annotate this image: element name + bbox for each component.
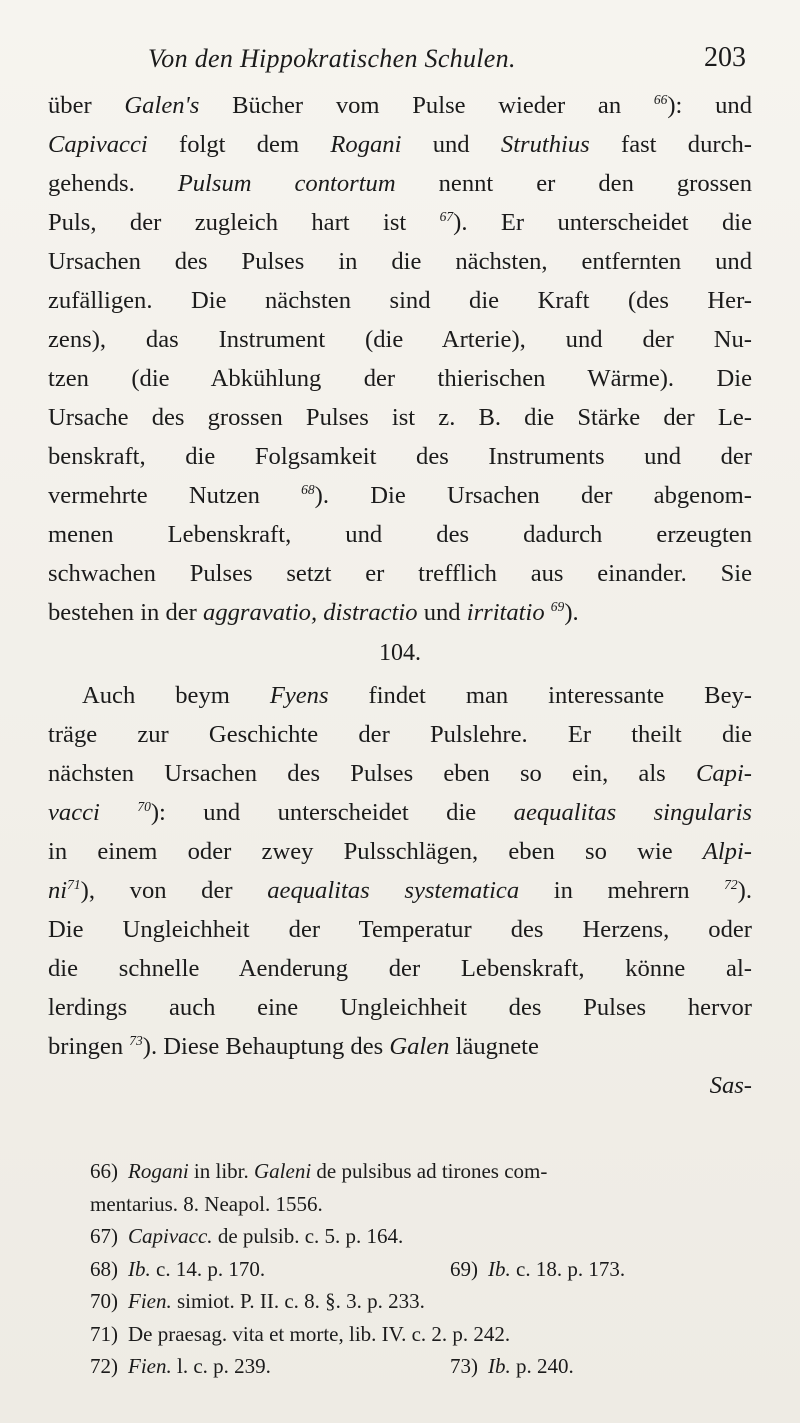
footnote: 68) Ib. c. 14. p. 170. xyxy=(90,1253,450,1286)
text-line: bringen $^{73}$). Diese Behauptung des Galen läugnete xyxy=(48,1032,539,1060)
footnote-ref: 67 xyxy=(439,208,454,224)
italic-text: irritatio xyxy=(466,599,545,626)
footnote-number: 73) xyxy=(450,1354,478,1378)
footnote-number: 71) xyxy=(90,1321,118,1346)
italic-text: Pulsum contortum xyxy=(177,170,396,197)
section-number: 104. xyxy=(379,640,421,666)
paragraph-section-104 xyxy=(48,676,752,1066)
text-line: Die Ungleichheit der Temperatur des Herzens, oder xyxy=(48,916,752,943)
footnote-ref: 66 xyxy=(653,91,668,107)
italic-text: Alpi- xyxy=(702,838,752,865)
footnote-number: 67) xyxy=(90,1224,118,1248)
footnote: 70) Fien. simiot. P. II. c. 8. §. 3. p. 233. xyxy=(90,1285,752,1318)
catchword: Sas- xyxy=(709,1072,752,1099)
footnote-number: 68) xyxy=(90,1256,118,1281)
text-line: Puls, der zugleich hart ist $^{67}$). Er unterscheidet die xyxy=(48,208,752,236)
footnote: 71) De praesag. vita et morte, lib. IV. c. 2. p. 242. xyxy=(90,1318,752,1351)
footnote: 66) Rogani in libr. Galeni de pulsibus ad tirones com- xyxy=(90,1155,752,1188)
running-title: Von den Hippokratischen Schulen. xyxy=(148,44,516,73)
italic-text: Galen xyxy=(389,1033,450,1060)
italic-text: Ib. xyxy=(488,1354,511,1378)
italic-text: Rogani xyxy=(128,1159,189,1183)
italic-text: aggravatio, distractio xyxy=(203,599,418,626)
italic-text: Fyens xyxy=(269,682,329,709)
paragraph-section-103-end xyxy=(48,86,752,632)
text-line: zens), das Instrument (die Arterie), und der Nu- xyxy=(48,326,752,353)
italic-text: Capi- xyxy=(695,760,752,787)
footnote-ref: 73 xyxy=(129,1032,143,1048)
footnote-ref: 68 xyxy=(301,481,315,497)
text-line: träge zur Geschichte der Pulslehre. Er theilt die xyxy=(48,721,752,748)
footnote-number: 72) xyxy=(90,1354,118,1378)
text-line: vermehrte Nutzen $^{68}$). Die Ursachen der abgenom- xyxy=(48,481,752,509)
text-line: menen Lebenskraft, und des dadurch erzeugten xyxy=(48,521,752,548)
footnotes xyxy=(48,1155,752,1383)
text-line: lerdings auch eine Ungleichheit des Pulses hervor xyxy=(48,994,752,1021)
italic-text: aequalitas systematica xyxy=(267,877,520,904)
text-line: bestehen in der aggravatio, distractio und irritatio $^{69}$). xyxy=(48,598,579,626)
footnote-ref: 70 xyxy=(137,798,151,814)
italic-text: Galen's xyxy=(124,92,200,119)
footnote-number: 69) xyxy=(450,1256,478,1281)
text-line: Ursachen des Pulses in die nächsten, entfernten und xyxy=(48,248,752,275)
footnote: 69) Ib. c. 18. p. 173. xyxy=(450,1253,625,1286)
italic-text: Struthius xyxy=(500,131,590,158)
footnote-ref: 72 xyxy=(724,876,738,892)
text-line: gehends. Pulsum contortum nennt er den grossen xyxy=(48,170,752,197)
italic-text: vacci xyxy=(48,799,100,826)
italic-text: Galeni xyxy=(254,1159,312,1183)
text-line: benskraft, die Folgsamkeit des Instruments und der xyxy=(48,443,752,470)
text-line: die schnelle Aenderung der Lebenskraft, könne al- xyxy=(48,955,752,982)
italic-text: Rogani xyxy=(330,131,402,158)
italic-text: Ib. xyxy=(128,1256,151,1281)
italic-text: aequalitas singularis xyxy=(513,799,752,826)
italic-text: Fien. xyxy=(128,1289,172,1313)
italic-text: Fien. xyxy=(128,1354,172,1378)
text-line: in einem oder zwey Pulsschlägen, eben so wie Alpi- xyxy=(48,838,752,865)
text-line: zufälligen. Die nächsten sind die Kraft (des Her- xyxy=(48,287,752,314)
running-head xyxy=(48,36,752,86)
footnote-number: 66) xyxy=(90,1159,118,1183)
footnote-ref: 69 xyxy=(550,598,565,614)
text-line: schwachen Pulses setzt er trefflich aus einander. Sie xyxy=(48,560,752,587)
footnote-number: 70) xyxy=(90,1289,118,1313)
text-line: Auch beym Fyens findet man interessante Bey- xyxy=(82,682,752,709)
footnote: 73) Ib. p. 240. xyxy=(450,1350,574,1383)
text-line: $ni^{71}$), von der aequalitas systematica in mehrern $^{72}$). xyxy=(48,876,753,904)
text-line: Ursache des grossen Pulses ist z. B. die Stärke der Le- xyxy=(48,404,752,431)
italic-text: ni xyxy=(48,877,68,904)
text-line: über Galen's Bücher vom Pulse wieder an $^{66}$): und xyxy=(48,91,752,119)
footnote-pair xyxy=(90,1253,752,1286)
footnote-ref: 71 xyxy=(67,876,81,892)
main-text xyxy=(48,86,752,1105)
text-line: Capivacci folgt dem Rogani und Struthius fast durch- xyxy=(48,131,752,158)
footnote-continuation: mentarius. 8. Neapol. 1556. xyxy=(90,1191,323,1216)
italic-text: Ib. xyxy=(488,1256,511,1281)
italic-text: Capivacci xyxy=(48,131,148,158)
text-line: tzen (die Abkühlung der thierischen Wärme). Die xyxy=(48,365,752,392)
footnote: 72) Fien. l. c. p. 239. xyxy=(90,1350,450,1383)
footnote: 67) Capivacc. de pulsib. c. 5. p. 164. xyxy=(90,1220,752,1253)
text-line: vacci $^{70}$): und unterscheidet die aequalitas singularis xyxy=(48,798,752,826)
text-line: nächsten Ursachen des Pulses eben so ein, als Capi- xyxy=(48,760,752,787)
page-number: 203 xyxy=(704,42,746,73)
footnote-pair xyxy=(90,1350,752,1383)
italic-text: Capivacc. xyxy=(128,1224,213,1248)
